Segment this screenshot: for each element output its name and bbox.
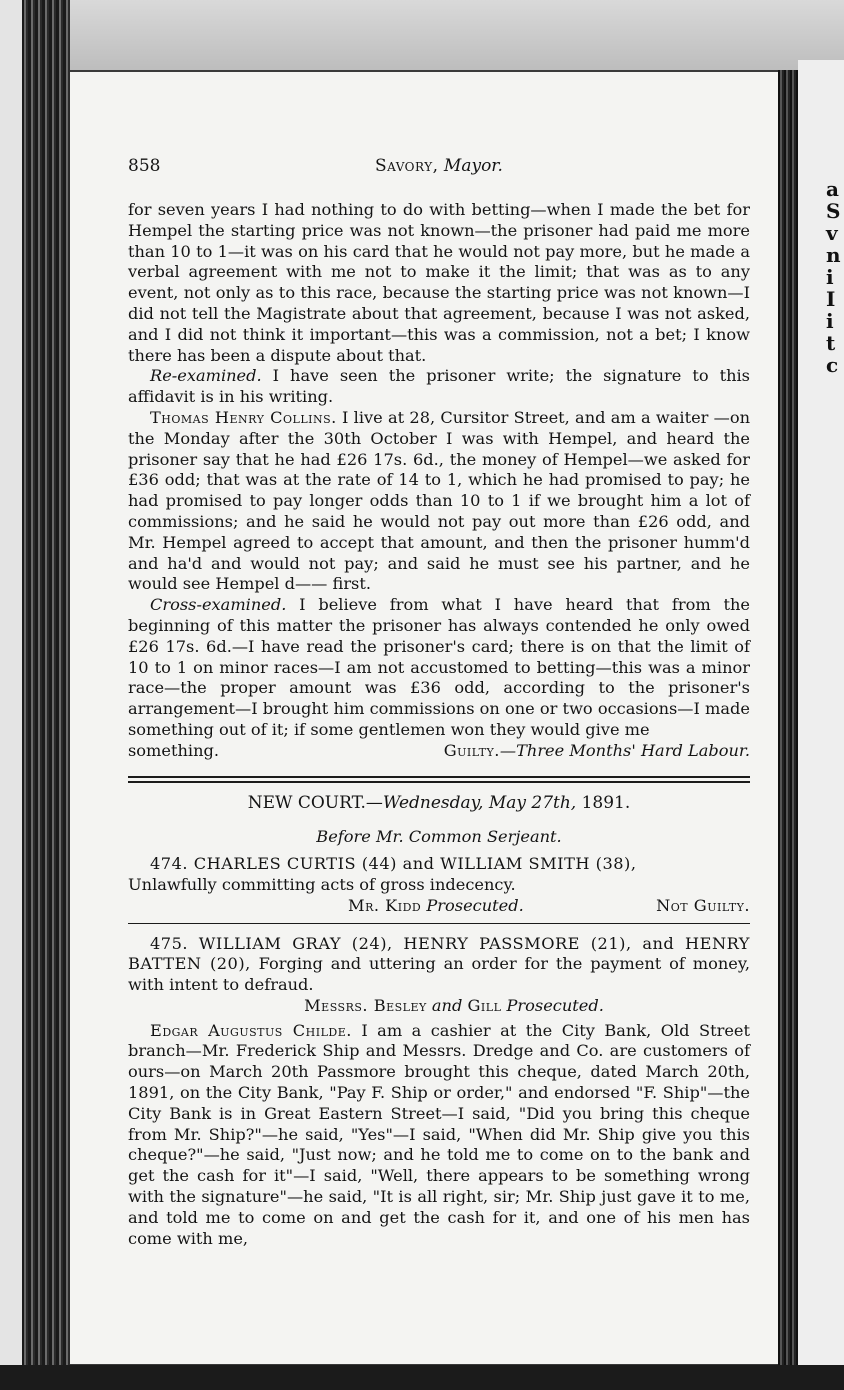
verdict-word: Guilty.	[443, 740, 500, 760]
prosecutors-2: Gill	[467, 995, 502, 1015]
verdict	[444, 741, 750, 762]
case-474-prosecution	[128, 896, 750, 917]
court-year: 1891.	[576, 792, 631, 813]
book-page	[70, 72, 778, 1364]
running-title-role: Mayor.	[443, 156, 503, 176]
page-body	[128, 200, 750, 1249]
fragment-char: i	[826, 265, 834, 289]
case-475-prosecution	[128, 996, 750, 1017]
adjacent-page-fragment	[798, 60, 844, 1390]
case-475-defendants: 475. WILLIAM GRAY (24), HENRY PASSMORE (21), and HENRY BATTEN (20),	[128, 933, 750, 974]
case-475-charge: Forging and uttering an order for the payment of money, with intent to defraud.	[128, 954, 750, 995]
before-judge: Before Mr. Common Serjeant.	[316, 827, 562, 847]
court-heading	[128, 793, 750, 814]
scan-background-top	[0, 0, 844, 70]
prosecution	[348, 896, 524, 917]
fragment-char: a	[826, 177, 839, 201]
childe-text: I am a cashier at the City Bank, Old Street branch—Mr. Frederick Ship and Messrs. Dredge and Co. are customers of ours—on March 20th Passmore brought this cheque, dated March 20th, 1891, on the City Bank, "Pay F. Ship or order," and endorsed "F. Ship"—the City Bank is in Great Eastern Street—I said, "Did you bring this cheque from Mr. Ship?"—he said, "Yes"—I said, "When did Mr. Ship give you this cheque?"—he said, "Just now; and he told me to come on to the bank and get the cash for it"—I said, "Well, there appears to be something wrong with the signature"—he said, "It is all right, sir; Mr. Ship just gave it to me, and told me to come on and get the cash for it, and one of his men has come with me,	[128, 1020, 750, 1248]
childe-testimony	[128, 1021, 750, 1250]
sentence: —Three Months' Hard Labour.	[499, 740, 750, 760]
verdict-line	[128, 741, 750, 762]
fragment-char: n	[826, 243, 841, 267]
prosecutors-1: Messrs. Besley	[304, 995, 427, 1015]
reexamined-text: I have seen the prisoner write; the signature to this affidavit is in his writing.	[128, 366, 750, 407]
running-title-name: Savory,	[375, 156, 439, 176]
page-number: 858	[128, 156, 161, 176]
fragment-char: c	[826, 353, 839, 377]
collins-testimony	[128, 408, 750, 595]
fragment-char: S	[826, 199, 841, 223]
prosecutor-name: Mr. Kidd	[348, 895, 422, 915]
reexamined-label: Re-examined.	[150, 366, 262, 386]
running-title	[128, 156, 750, 176]
case-475-heading	[128, 934, 750, 996]
cross-examination-paragraph	[128, 595, 750, 741]
witness-name: Thomas Henry Collins.	[150, 407, 337, 427]
fragment-char: i	[826, 309, 834, 333]
case-474-heading: 474. CHARLES CURTIS (44) and WILLIAM SMITH (38),	[150, 854, 637, 874]
running-header	[128, 156, 750, 182]
case-474-verdict: Not Guilty.	[656, 895, 750, 915]
section-divider	[128, 776, 750, 783]
case-divider	[128, 923, 750, 924]
fragment-char: I	[826, 287, 836, 311]
case-474-charge: Unlawfully committing acts of gross indecency.	[128, 874, 516, 894]
scan-background-bottom	[0, 1365, 844, 1390]
prosecuted-label: Prosecuted.	[501, 995, 604, 1015]
fragment-char: t	[826, 331, 836, 355]
and-word: and	[426, 995, 468, 1015]
reexamination-paragraph	[128, 366, 750, 408]
cross-examined-label: Cross-examined.	[150, 595, 287, 615]
collins-text: I live at 28, Cursitor Street, and am a waiter —on the Monday after the 30th October I was with Hempel, and heard the prisoner say that he had £26 17s. 6d., the money of Hempel—we asked for £36 odd; that was at the rate of 14 to 1, which he had promised to pay; he had promised to pay longer odds than 10 to 1 if we brought him a lot of commissions; and he said he would not pay out more than £26 odd, and Mr. Hempel agreed to accept that amount, and then the prisoner humm'd and ha'd and would not pay; and said he must see his partner, and he would see Hempel d—— first.	[128, 407, 751, 594]
witness-name: Edgar Augustus Childe.	[150, 1020, 352, 1040]
last-word: something.	[128, 740, 220, 760]
testimony-continued: for seven years I had nothing to do with betting—when I made the bet for Hempel the starting price was not known—the prisoner had paid me more than 10 to 1—it was on his card that he would not pay more, but he made a verbal agreement with me not to make it the limit; that was as to any event, not only as to this race, because the starting price was not known—I did not tell the Magistrate about that agreement, because I was not asked, and I did not think it important—this was a commission, not a bet; I know there has been a dispute about that.	[128, 200, 750, 365]
cross-examined-text: I believe from what I have heard that from the beginning of this matter the prisoner has always contended he only owed £26 17s. 6d.—I have read the prisoner's card; there is on that the limit of 10 to 1 on minor races—I am not accustomed to betting—this was a minor race—the proper amount was £36 odd, according to the prisoner's arrangement—I brought him commissions on one or two occasions—I made something out of it; if some gentlemen won they would give me	[128, 595, 750, 739]
fragment-char: v	[826, 221, 838, 245]
court-date: —Wednesday, May 27th,	[365, 792, 577, 813]
court-label: NEW COURT.	[247, 792, 366, 813]
book-spine-left	[0, 0, 70, 1390]
prosecuted-label: Prosecuted.	[421, 895, 524, 915]
page-edge-right	[778, 70, 798, 1390]
